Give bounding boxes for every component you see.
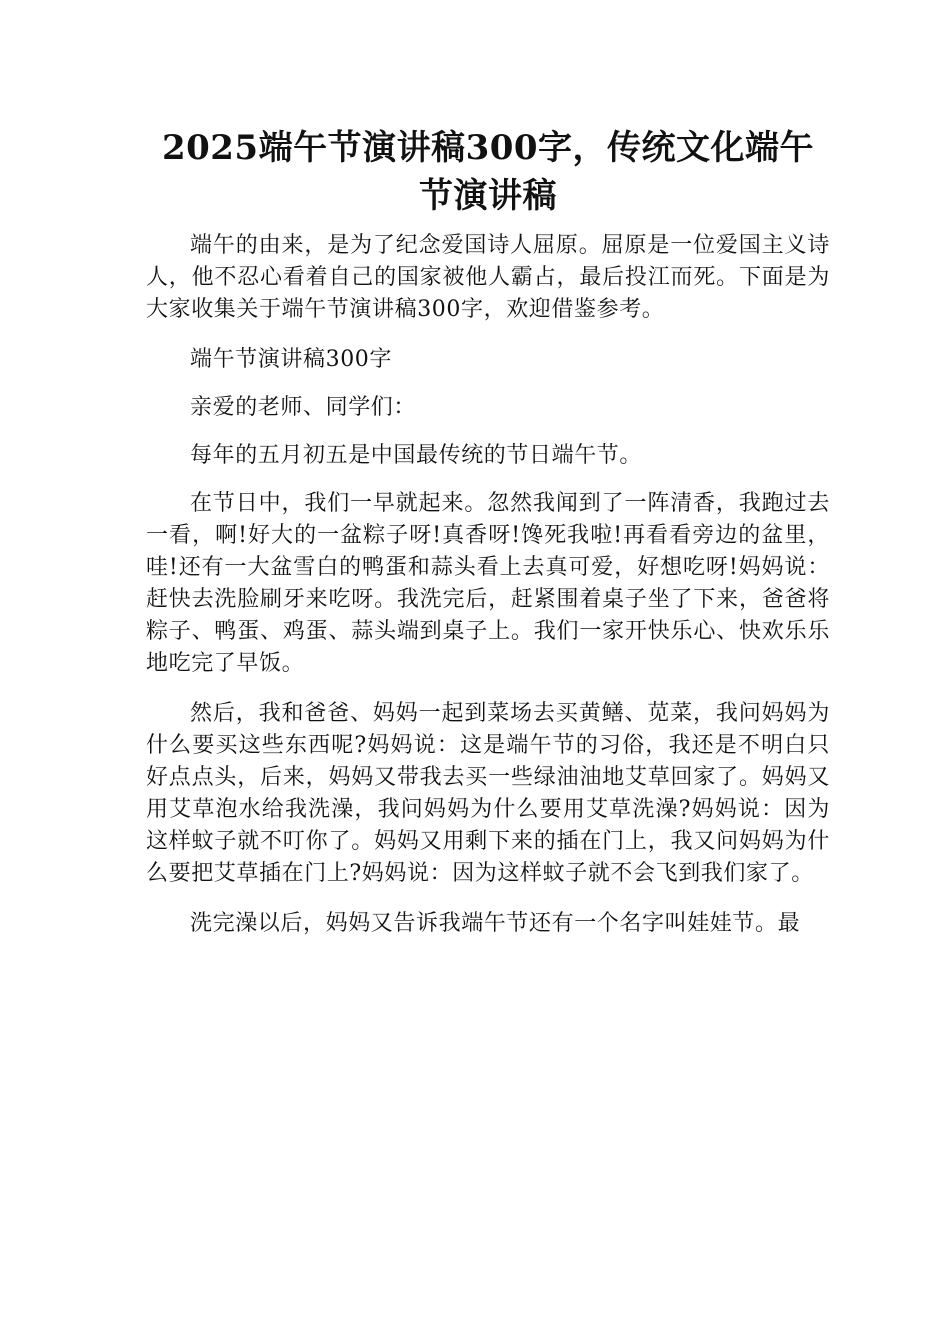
paragraph-bath: 洗完澡以后，妈妈又告诉我端午节还有一个名字叫娃娃节。最	[190, 911, 801, 936]
document-title	[146, 124, 830, 220]
title-line-1: 2025端午节演讲稿300字，传统文化端午	[161, 128, 815, 168]
paragraph-subheading: 端午节演讲稿300字	[190, 347, 392, 372]
paragraph-market: 然后，我和爸爸、妈妈一起到菜场去买黄鳝、苋菜，我问妈妈为什么要买这些东西呢?妈妈说：这是端午节的习俗，我还是不明白只好点点头，后来，妈妈又带我去买一些绿油油地艾草回家了。妈妈又用艾草泡水给我洗澡，我问妈妈为什么要用艾草洗澡?妈妈说：因为这样蚊子就不叮你了。妈妈又用剩下来的插在门上，我又问妈妈为什么要把艾草插在门上?妈妈说：因为这样蚊子就不会飞到我们家了。	[146, 701, 830, 886]
paragraph-festival-date: 每年的五月初五是中国最传统的节日端午节。	[190, 443, 643, 468]
paragraph-greeting: 亲爱的老师、同学们：	[190, 395, 417, 420]
paragraph-morning: 在节日中，我们一早就起来。忽然我闻到了一阵清香，我跑过去一看，啊!好大的一盆粽子呀!真香呀!馋死我啦!再看看旁边的盆里，哇!还有一大盆雪白的鸭蛋和蒜头看上去真可爱，好想吃呀!妈妈说：赶快去洗脸刷牙来吃呀。我洗完后，赶紧围着桌子坐了下来，爸爸将粽子、鸭蛋、鸡蛋、蒜头端到桌子上。我们一家开快乐心、快欢乐乐地吃完了早饭。	[146, 491, 830, 676]
paragraph-intro: 端午的由来，是为了纪念爱国诗人屈原。屈原是一位爱国主义诗人，他不忍心看着自己的国家被他人霸占，最后投江而死。下面是为大家收集关于端午节演讲稿300字，欢迎借鉴参考。	[146, 233, 830, 322]
title-line-2: 节演讲稿	[419, 176, 557, 216]
